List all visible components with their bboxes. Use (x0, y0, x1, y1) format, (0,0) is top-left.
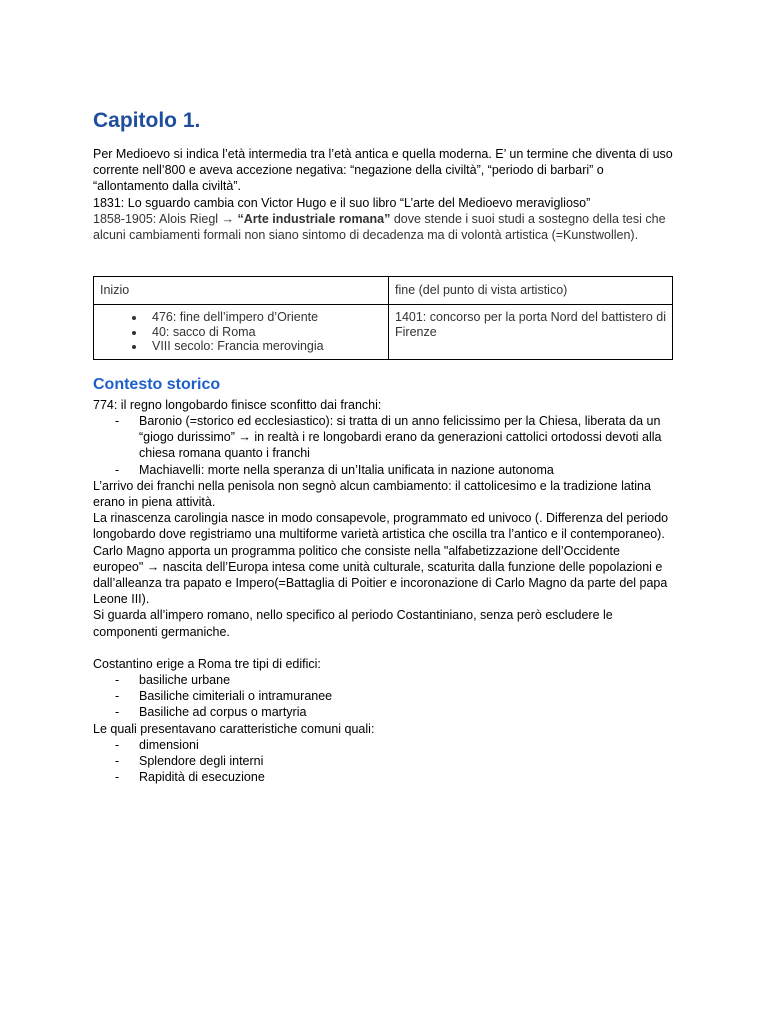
list-item-text: Machiavelli: morte nella speranza di un’Italia unificata in nazione autonoma (139, 462, 554, 477)
table-cell-start-events (94, 305, 389, 360)
list-item (93, 413, 673, 462)
intro-paragraph-hugo: 1831: Lo sguardo cambia con Victor Hugo e il suo libro “L’arte del Medioevo meraviglioso” (93, 195, 591, 210)
dash-marker: - (115, 705, 120, 720)
dash-marker: - (115, 770, 120, 785)
paragraph-costantino: Costantino erige a Roma tre tipi di edifici: (93, 656, 321, 671)
paragraph-impero-romano: Si guarda all’impero romano, nello specifico al periodo Costantiniano, senza però escludere le componenti germaniche. (93, 608, 613, 639)
dash-list-caratteristiche (93, 737, 673, 786)
dash-list-edifici (93, 672, 673, 721)
riegl-prefix: 1858-1905: Alois Riegl → (93, 211, 238, 226)
table-row (94, 305, 673, 360)
dash-list-774 (93, 413, 673, 478)
list-item (93, 737, 673, 753)
list-item-text: Basiliche cimiteriali o intramuranee (139, 689, 333, 704)
list-item (93, 769, 673, 785)
start-events-list (100, 310, 382, 354)
list-item (93, 462, 673, 478)
list-item (93, 672, 673, 688)
riegl-suffix: dove stende i suoi studi a sostegno della tesi che alcuni cambiamenti formali non siano sintomo di decadenza ma di volontà artistica (=Kunstwollen). (93, 211, 666, 243)
periodization-table (93, 276, 673, 360)
paragraph-franchi: L’arrivo dei franchi nella penisola non segnò alcun cambiamento: il cattolicesimo e la tradizione latina erano in piena attività. (93, 478, 651, 509)
section-heading: Contesto storico (93, 375, 221, 393)
intro-paragraph-medioevo: Per Medioevo si indica l’età intermedia tra l’età antica e quella moderna. E’ un termine che diventa di uso corrente nell’800 e aveva accezione negativa: “negazione della civiltà”, “periodo di barbari” o “allontamento dalla civiltà”. (93, 147, 673, 194)
table-header-row (94, 277, 673, 305)
list-item-text: dimensioni (139, 737, 199, 752)
list-item-text: Splendore degli interni (139, 753, 264, 768)
dash-marker: - (115, 413, 120, 428)
table-header-start: Inizio (94, 277, 389, 305)
paragraph-774: 774: il regno longobardo finisce sconfitto dai franchi: (93, 397, 382, 412)
list-item-text: basiliche urbane (139, 672, 231, 687)
table-cell-end-event: 1401: concorso per la porta Nord del battistero di Firenze (389, 305, 673, 360)
dash-marker: - (115, 672, 120, 687)
list-item-text: Baronio (=storico ed ecclesiastico): si tratta di un anno felicissimo per la Chiesa, liberata da un “giogo durissimo” → in realtà i re longobardi erano da generazioni cattolici ortodossi devoti alla chiesa romana quanto i franchi (139, 413, 662, 461)
paragraph-gap (93, 640, 673, 656)
paragraph-rinascenza: La rinascenza carolingia nasce in modo consapevole, programmato ed univoco (. Differenza del periodo longobardo dove registriamo una multiforme varietà artistica che oscilla tra l’antico e il contemporaneo). (93, 511, 669, 542)
intro-paragraph-riegl (93, 211, 673, 243)
list-item-text: Basiliche ad corpus o martyria (139, 705, 307, 720)
dash-marker: - (115, 737, 120, 752)
list-item: • VIII secolo: Francia merovingia (146, 339, 382, 354)
list-item (93, 688, 673, 704)
list-item (93, 753, 673, 769)
document-page (93, 108, 673, 785)
dash-marker: - (115, 689, 120, 704)
dash-marker: - (115, 462, 120, 477)
list-item: • 40: sacco di Roma (146, 325, 382, 340)
list-item-text: Rapidità di esecuzione (139, 770, 265, 785)
dash-marker: - (115, 753, 120, 768)
list-item: • 476: fine dell’impero d’Oriente (146, 310, 382, 325)
paragraph-caratteristiche: Le quali presentavano caratteristiche comuni quali: (93, 721, 375, 736)
riegl-bold-title: “Arte industriale romana” (237, 211, 391, 226)
paragraph-carlo-magno: Carlo Magno apporta un programma politico che consiste nella "alfabetizzazione dell’Occidente europeo" → nascita dell’Europa intesa come unità culturale, scaturita dalla funzione delle popolazioni e dall’alleanza tra papato e Impero(=Battaglia di Poitier e incoronazione di Carlo Magno da parte del papa Leone III). (93, 543, 668, 607)
table-header-end: fine (del punto di vista artistico) (389, 277, 673, 305)
list-item (93, 704, 673, 720)
chapter-title: Capitolo 1. (93, 109, 201, 132)
